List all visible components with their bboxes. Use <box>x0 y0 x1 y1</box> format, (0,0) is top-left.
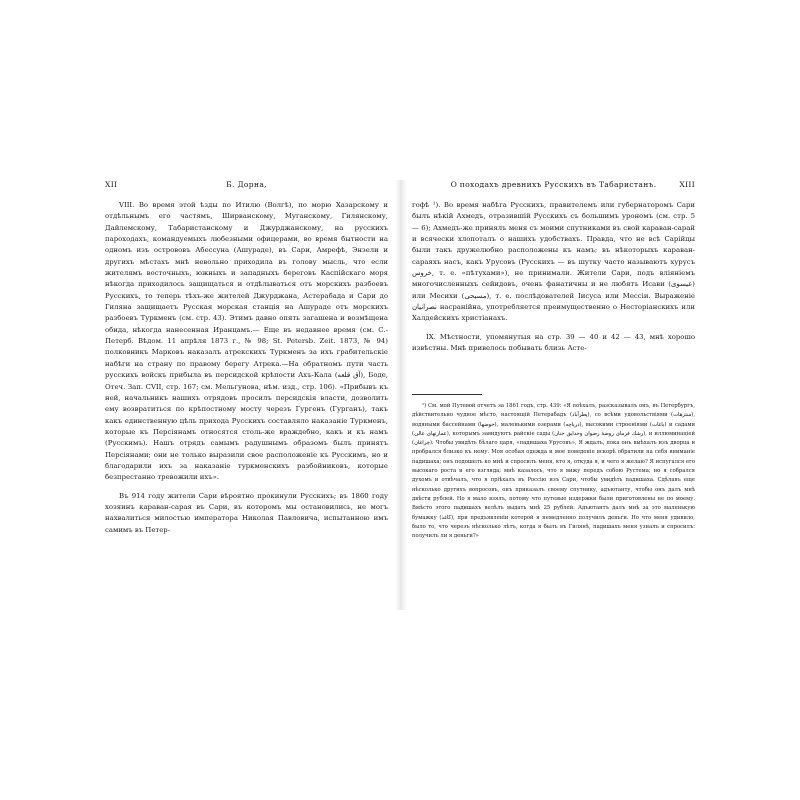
footnote-rule <box>412 394 482 395</box>
footnote <box>412 402 695 541</box>
book-gutter <box>395 180 407 610</box>
left-page <box>105 180 388 610</box>
right-page-number: XIII <box>679 180 695 189</box>
left-page-body <box>105 200 388 536</box>
left-running-head <box>105 180 388 194</box>
left-running-title: Б. Дорна, <box>226 180 267 189</box>
right-page <box>412 180 695 610</box>
book-spread <box>105 180 695 610</box>
right-running-title: О походахъ древнихъ Русскихъ въ Табаристанъ. <box>450 180 657 189</box>
paragraph-ix: IX. Мѣстности, упомянутыя на стр. 39 — 40 и 42 — 43, мнѣ хорошо извѣстны. Мнѣ привелось побывать близь Асте- <box>412 332 695 353</box>
paragraph-continued: гофѣ ¹). Во время набѣга Русскихъ, правителемъ или губернаторомъ Сари былъ нѣкій Ахмедъ, отразившій Русскихъ съ большимъ урономъ (см. стр. 5 — 6); Ахмедъ-же принялъ меня съ моими спутниками въ свой караван-сарай и всячески хлопоталъ о нашихъ удобствахъ. Правда, что не всѣ Сарійцы были такъ дружелюбно расположены къ намъ; въ нѣкоторыхъ караван-сараяхъ насъ, какъ Урусовъ (Русскихъ — въ шутку часто называютъ хурусъ خروس, т. е. «пѣтухами»), не принимали. Жители Сари, подъ вліяніемъ многочисленныхъ сейидовъ, очень фанатичны и не любятъ Исави (عيسوى) или Месихи (مسيحى), т. е. послѣдователей Іисуса или Мессіи. Выраженіе نصرانيان насранійна, употребляется преимущественно о Несторіанскихъ или Халдейскихъ христіанахъ. <box>412 201 695 323</box>
right-running-head <box>412 180 695 194</box>
footnote-text: ¹) См. мой Путевой отчетъ за 1861 годъ, стр. 439: «Я поѣхалъ, разсказывалъ онъ, въ Петербургъ, дѣйствительно чудное мѣсто, настоящій Петерабадъ (پطرآباد), со всѣми удовольствіями (منتزهات), водяными бассейнами (حوضها), маленькими озерами (درياچه), высокими строеніями (باغات) и садами (عمارتهاى عالى), которымъ завидуютъ райскіе сады (رشك فرماى روضهٔ رضوان وحدايق جنان), и иллюминаціей (چراغان). Чтобы увидѣть бѣлаго царя, «падишаха Урусовъ», Я ждалъ, пока онъ выѣхалъ изъ дворца и пробрался близко къ нему. Моя особая одежда и мое поведеніе вскорѣ обратили на себя вниманіе падишаха; онъ подошелъ ко мнѣ и спросилъ меня, кто я, откуда я, и чего я желаю? Я испугался его высокаго роста и его взгляда; мнѣ казалось, что я вижу передъ собою Рустема; но я собрался духомъ и отвѣчалъ, что я пріѣхалъ въ Россію изъ Сари, чтобы увидѣть падишаха. Сдѣлавъ еще нѣсколько другихъ вопросовъ, онъ приказалъ своему спутнику, адъютанту, чтобы онъ далъ мнѣ двѣсти рублей. Но я мало взялъ, потому что путевые издержки были приготовлены не по моему. Вмѣсто этого падишахъ велѣлъ выдать мнѣ 25 рублей. Адъютантъ далъ мнѣ за это маленькую бумажку (كاغذ), при предъявленіи которой я немедленно получилъ деньги. Но что меня удивило, было то, что черезъ нѣсколько лѣтъ, когда я былъ въ Гилянѣ, падишахъ меня узналъ и спросилъ: получилъ ли я деньги?» <box>412 403 696 540</box>
paragraph-sari: Въ 914 году жители Сари вѣроятно прокинули Русскихъ; въ 1860 году хозяинъ караван-сарая въ Сари, въ которомъ мы остановились, не могъ нахвалиться милостью императора Николая Павловича, испытанною имъ самимъ въ Петер- <box>105 491 388 534</box>
paragraph-viii: VIII. Во время этой ѣзды по Итилю (Волгѣ), по морю Хазарскому и отдѣльнымъ его частямъ, Ширванскому, Муганскому, Гилянскому, Дайлемскому, Табаристанскому и Джурджанскому, на русскихъ пароходахъ, командуемыхъ любезными офицерами, во время бытности на одномъ изъ острововъ Абессуна (Ашураде), въ Сари, Амрефѣ, Энзели и другихъ мѣстахъ мнѣ невольно приходила въ голову мысль, что если жителямъ восточныхъ, южныхъ и западныхъ береговъ Каспійскаго моря нѣкогда приходилось защищаться и отдѣлываться отъ морскихъ разбоевъ Русскихъ, то теперь тѣхъ-же жителей Джурджана, Астерабада и Сари до Гиляна защищаетъ Русская морская станція на Ашураде отъ морскихъ разбоевъ Туркменъ (см. стр. 43). Этимъ давно опять загашена и возмѣщена обида, нѣкогда нанесенная Иранцамъ.— Еще въ недавнее время (см. С.-Петерб. Вѣдом. 11 апрѣля 1873 г., № 98; St. Petersb. Zeit. 1873, № 94) полковникъ Марковъ наказалъ атрекскихъ Туркменъ за ихъ грабительскіе набѣги на страну по правому берегу Атрека.—На обратномъ пути часть русскихъ войскъ прибыла въ персидской крѣпости Ахъ-Кала (آق قلعه), Боде, Отеч. Зап. CVII, стр. 167; см. Мельгунова, нѣм. изд., стр. 106). «Прибывъ къ ней, начальникъ нашихъ отрядовъ просилъ персидскія власти, дозволить ему возвратиться по крѣпостному мосту черезъ Гургенъ (Гурганъ), такъ какъ единственную цѣль прихода Русскихъ составляло наказаніе Туркменъ, которые къ Персіянамъ относятся столь-же враждебно, какъ и къ намъ (Русскимъ). Нашъ отрядъ самымъ радушнымъ образомъ былъ принятъ Персіянами; они не только выразили свое расположеніе къ Русскимъ, но и благодарили ихъ за наказаніе туркменскихъ разбойниковъ, которые безпрестанно тревожили ихъ». <box>105 201 388 482</box>
left-page-number: XII <box>105 180 118 189</box>
right-page-body <box>412 200 695 354</box>
